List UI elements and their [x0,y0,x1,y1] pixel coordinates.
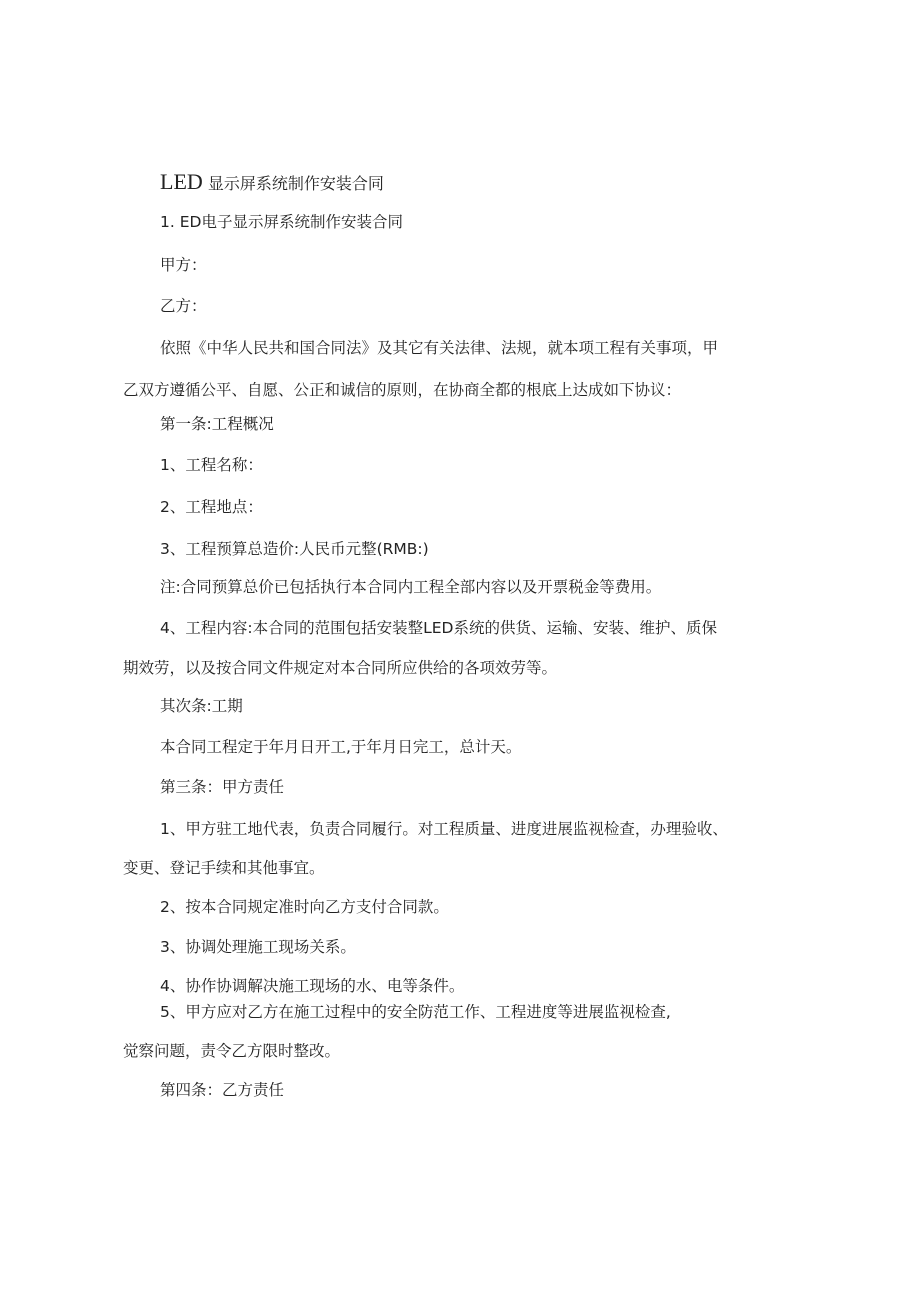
preamble-line-2: 乙双方遵循公平、自愿、公正和诚信的原则，在协商全都的根底上达成如下协议： [123,381,682,399]
article-3-item-3: 3、协调处理施工现场关系。 [160,938,356,956]
party-a: 甲方： [160,256,207,274]
article-2-text: 本合同工程定于年月日开工,于年月日完工，总计天。 [160,738,522,756]
article-3-item-4: 4、协作协调解决施工现场的水、电等条件。 [160,977,465,995]
subtitle: 1. ED电子显示屏系统制作安装合同 [160,213,403,231]
article-3-item-5-line-1: 5、甲方应对乙方在施工过程中的安全防范工作、工程进度等进展监视检查, [160,1003,671,1021]
article-1-item-1: 1、工程名称： [160,456,263,474]
article-3-item-1-line-2: 变更、登记手续和其他事宜。 [123,859,325,877]
preamble-line-1: 依照《中华人民共和国合同法》及其它有关法律、法规，就本项工程有关事项，甲 [160,339,719,357]
article-1-item-2: 2、工程地点： [160,498,263,516]
document-title [160,169,384,194]
article-2-title: 其次条:工期 [160,697,243,715]
title-rest: 显示屏系统制作安装合同 [207,174,384,193]
article-3-title: 第三条：甲方责任 [160,778,285,796]
article-3-item-5-line-2: 觉察问题，责令乙方限时整改。 [123,1042,341,1060]
article-1-item-3: 3、工程预算总造价:人民币元整(RMB:) [160,540,429,558]
article-1-title: 第一条:工程概况 [160,415,274,433]
title-prefix: LED [160,169,203,194]
article-4-title: 第四条：乙方责任 [160,1081,285,1099]
article-3-item-1-line-1: 1、甲方驻工地代表，负责合同履行。对工程质量、进度进展监视检查，办理验收、 [160,820,728,838]
party-b: 乙方： [160,297,207,315]
article-1-item-4-line-1: 4、工程内容:本合同的范围包括安装整LED系统的供货、运输、安装、维护、质保 [160,619,717,637]
article-1-note: 注:合同预算总价已包括执行本合同内工程全部内容以及开票税金等费用。 [160,578,662,596]
article-3-item-2: 2、按本合同规定准时向乙方支付合同款。 [160,898,449,916]
article-1-item-4-line-2: 期效劳，以及按合同文件规定对本合同所应供给的各项效劳等。 [123,659,558,677]
